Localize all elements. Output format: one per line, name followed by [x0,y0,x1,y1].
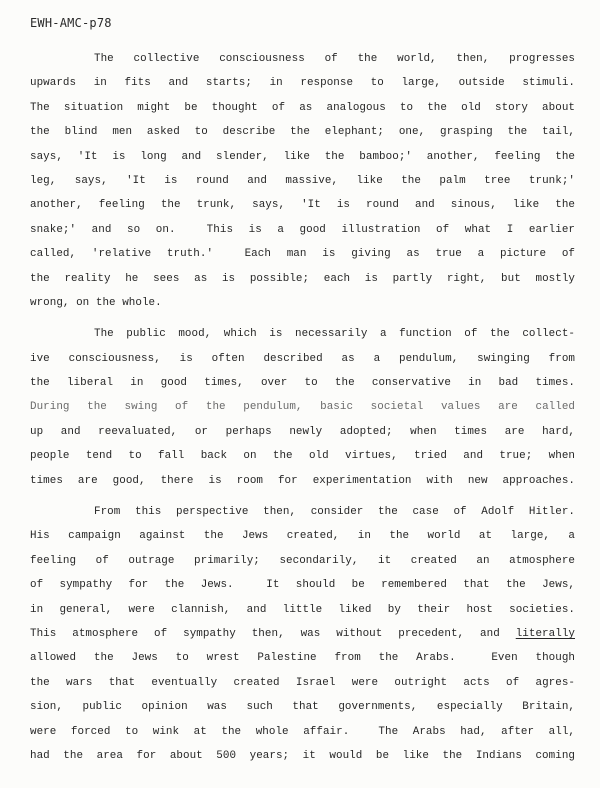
paragraph-spacer [30,315,575,322]
paragraph-spacer [30,493,575,500]
text-line: sion, public opinion was such that governments, especially Britain, [30,701,575,714]
text-line [30,622,575,646]
text-line: times are good, there is room for experimentation with new approaches. [30,474,575,487]
text-line: During the swing of the pendulum, basic societal values are called [30,401,575,414]
paragraph-3 [30,500,575,768]
text-line: were forced to wink at the whole affair. The Arabs had, after all, [30,725,575,738]
underlined-word: literally [515,627,575,640]
paragraph-1 [30,47,575,315]
text-line: called, 'relative truth.' Each man is giving as true a picture of [30,248,575,261]
text-line: the reality he sees as is possible; each is partly right, but mostly [30,272,575,285]
text-line: ive consciousness, is often described as a pendulum, swinging from [30,352,575,365]
text-line: wrong, on the whole. [30,296,162,309]
text-line: had the area for about 500 years; it would be like the Indians coming [30,749,575,762]
text-line: His campaign against the Jews created, in the world at large, a [30,530,575,543]
document-body [30,47,575,768]
text-line: the wars that eventually created Israel were outright acts of agres- [30,676,575,689]
text-line: the blind men asked to describe the elephant; one, grasping the tail, [30,126,575,139]
text-line: in general, were clannish, and little liked by their host societies. [30,603,575,616]
text-line: The situation might be thought of as analogous to the old story about [30,101,575,114]
text-line-segment: This atmosphere of sympathy then, was without precedent, and [30,627,516,640]
text-line: another, feeling the trunk, says, 'It is round and sinous, like the [30,199,575,212]
text-line: snake;' and so on. This is a good illustration of what I earlier [30,223,575,236]
text-line: From this perspective then, consider the case of Adolf Hitler. [94,506,575,519]
page-header: EWH-AMC-p78 [30,16,112,30]
text-line: the liberal in good times, over to the conservative in bad times. [30,377,575,390]
text-line: up and reevaluated, or perhaps newly adopted; when times are hard, [30,425,575,438]
text-line: feeling of outrage primarily; secondarily, it created an atmosphere [30,554,575,567]
text-line: people tend to fall back on the old virtues, tried and true; when [30,450,575,463]
text-line: The collective consciousness of the world, then, progresses [94,53,575,65]
text-line: of sympathy for the Jews. It should be remembered that the Jews, [30,579,575,592]
paragraph-2 [30,322,575,493]
text-line: upwards in fits and starts; in response to large, outside stimuli. [30,77,575,90]
text-line: The public mood, which is necessarily a function of the collect- [94,328,575,341]
text-line: allowed the Jews to wrest Palestine from the Arabs. Even though [30,652,575,665]
text-line: leg, says, 'It is round and massive, like the palm tree trunk;' [30,174,575,187]
text-line: says, 'It is long and slender, like the bamboo;' another, feeling the [30,150,575,163]
